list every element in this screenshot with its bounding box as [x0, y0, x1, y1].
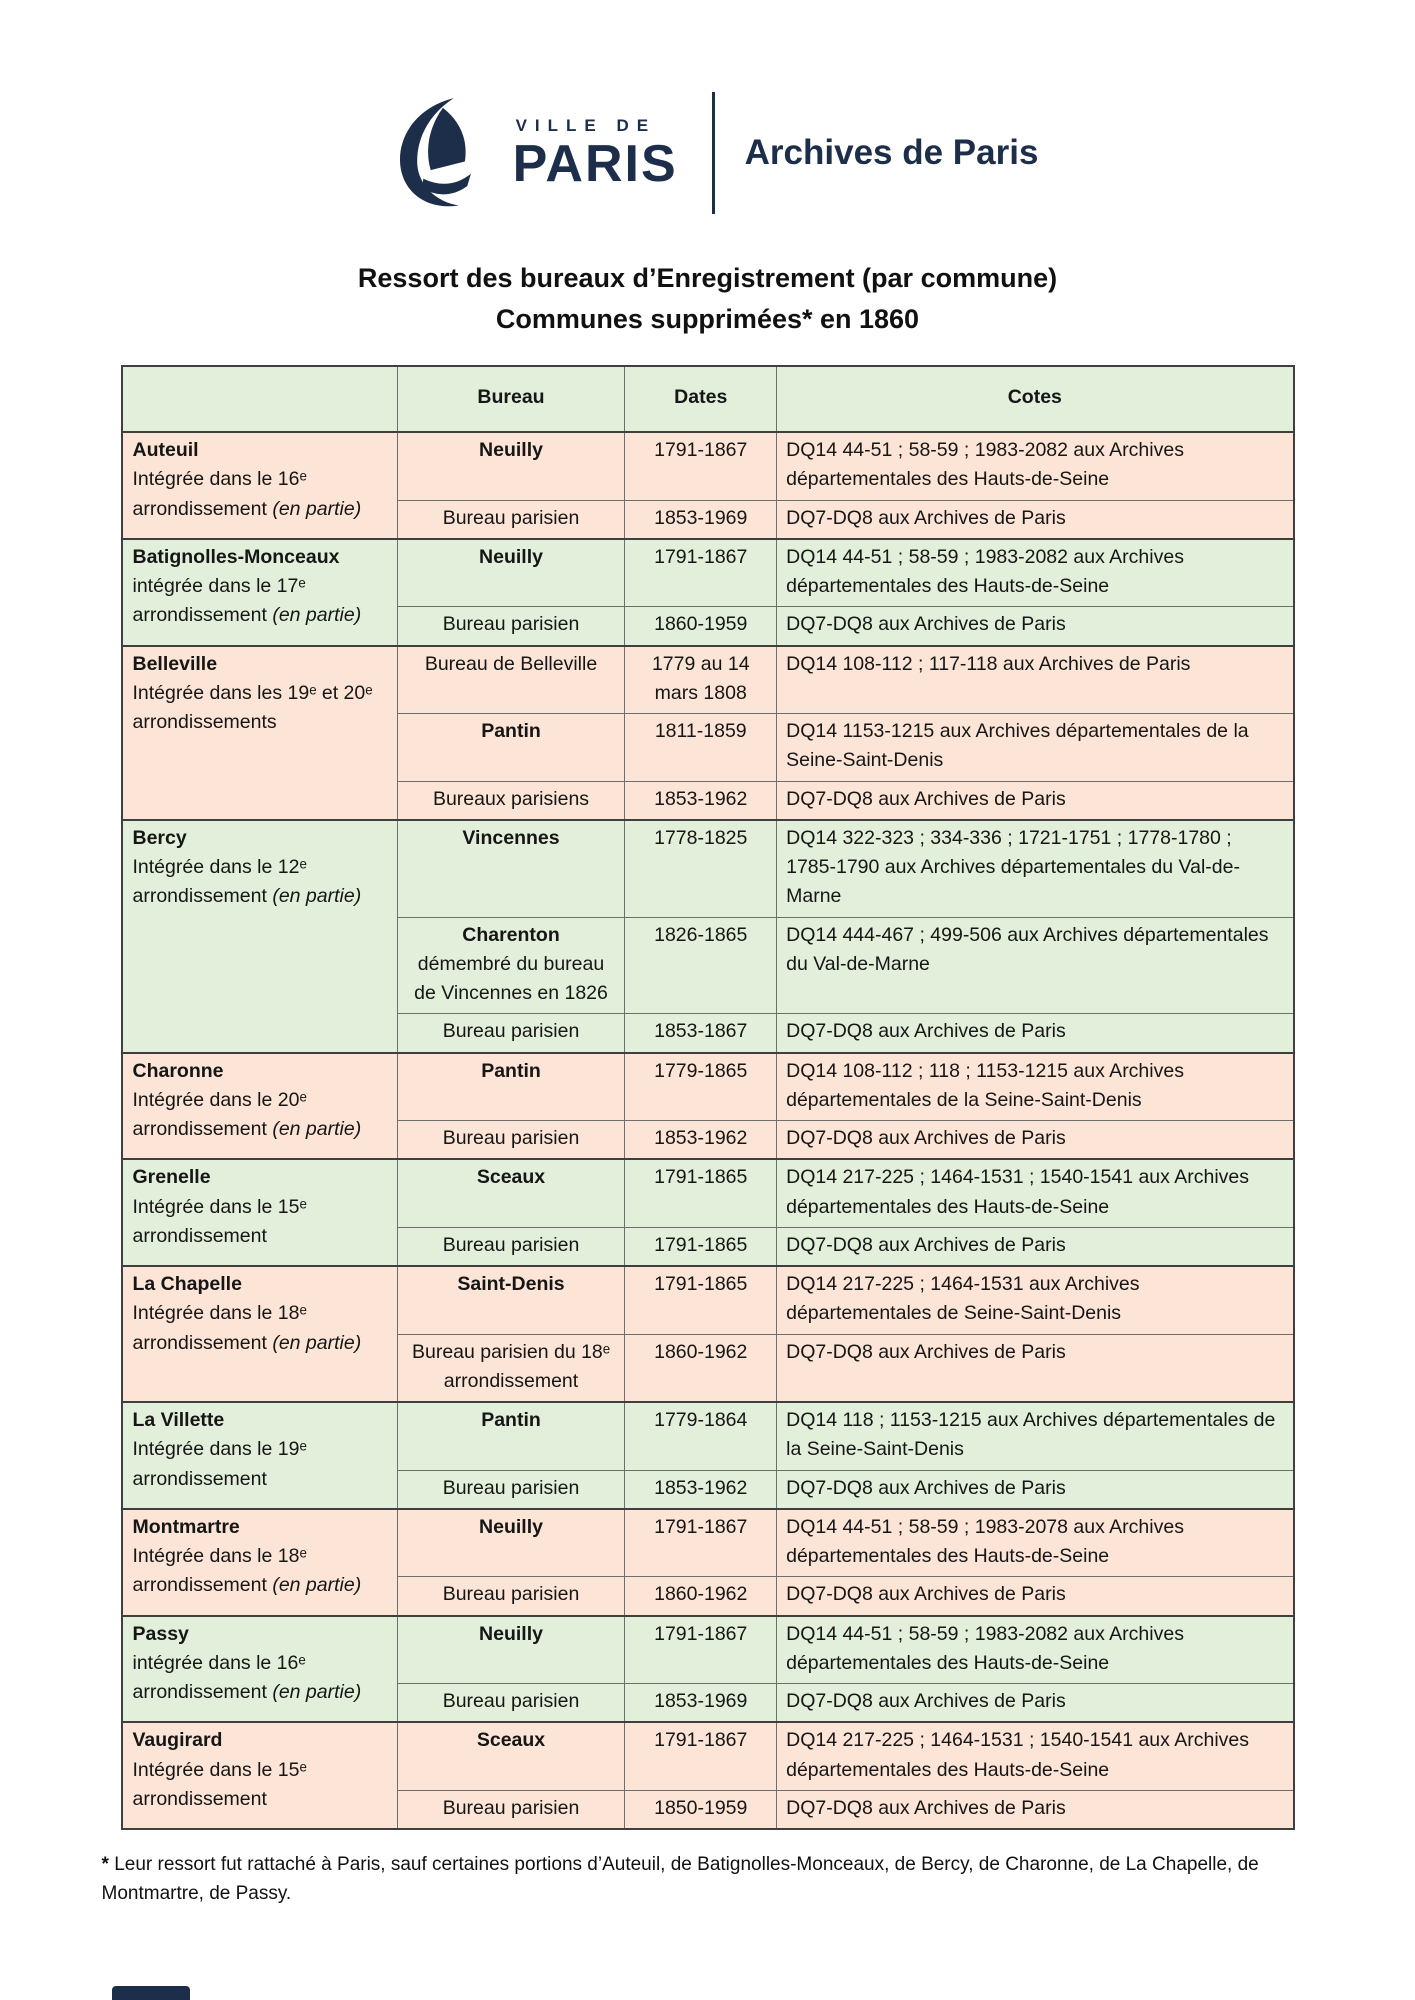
- cotes-cell: DQ14 44-51 ; 58-59 ; 1983-2082 aux Archives départementales des Hauts-de-Seine: [777, 1616, 1294, 1684]
- column-header-commune-empty: [122, 366, 398, 432]
- dates-cell: 1811-1859: [625, 714, 777, 782]
- footnote-text: Leur ressort fut rattaché à Paris, sauf certaines portions d’Auteuil, de Batignolles-Monceaux, de Bercy, de Charonne, de La Chapelle, de Montmartre, de Passy.: [101, 1854, 1259, 1905]
- commune-cell: [122, 1402, 398, 1509]
- ville-de-paris-logo: [377, 92, 678, 214]
- bureau-cell: [397, 500, 625, 539]
- cotes-cell: DQ14 217-225 ; 1464-1531 ; 1540-1541 aux Archives départementales des Hauts-de-Seine: [777, 1722, 1294, 1790]
- bureau-label: Bureau parisien: [442, 1583, 580, 1606]
- commune-name: La Villette: [132, 1409, 225, 1431]
- bureau-label: Bureau parisien: [442, 613, 580, 636]
- bureau-cell: [397, 1121, 625, 1160]
- commune-cell: [122, 539, 398, 646]
- cotes-cell: DQ14 44-51 ; 58-59 ; 1983-2082 aux Archives départementales des Hauts-de-Seine: [777, 539, 1294, 607]
- dates-cell: 1826-1865: [625, 917, 777, 1014]
- cotes-cell: DQ7-DQ8 aux Archives de Paris: [777, 607, 1294, 646]
- bureau-label: Bureau parisien du 18ᵉ arrondissement: [411, 1340, 611, 1392]
- commune-cell: [122, 646, 398, 820]
- bureau-cell: [397, 1470, 625, 1509]
- commune-name: Bercy: [132, 826, 187, 849]
- cotes-cell: DQ7-DQ8 aux Archives de Paris: [777, 1790, 1294, 1829]
- table-row: [122, 820, 1294, 917]
- commune-cell: [122, 820, 398, 1053]
- footnote-marker: *: [101, 1854, 109, 1875]
- commune-description-italic: (en partie): [272, 1331, 362, 1354]
- page-title: [0, 258, 1415, 339]
- dates-cell: 1791-1867: [625, 1509, 777, 1577]
- commune-description-italic: (en partie): [272, 885, 362, 908]
- logo-ville-de-text: VILLE DE: [515, 116, 657, 135]
- archives-de-paris-wordmark: Archives de Paris: [744, 133, 1039, 172]
- column-header-bureau: Bureau: [397, 366, 625, 432]
- bureau-label: Bureau de Belleville: [424, 652, 598, 675]
- bureau-cell: [397, 646, 625, 714]
- logo-wordmark: [512, 116, 678, 193]
- commune-description: Intégrée dans les 19ᵉ et 20ᵉ arrondissements: [132, 681, 373, 733]
- bureau-label: Neuilly: [479, 439, 543, 461]
- cotes-cell: DQ14 1153-1215 aux Archives départementales de la Seine-Saint-Denis: [777, 714, 1294, 782]
- dates-cell: 1850-1959: [625, 1790, 777, 1829]
- table-row: [122, 1509, 1294, 1577]
- bureau-cell: [397, 1334, 625, 1402]
- dates-cell: 1860-1962: [625, 1577, 777, 1616]
- bureau-cell: [397, 1159, 625, 1227]
- commune-cell: [122, 1159, 398, 1266]
- commune-cell: [122, 1722, 398, 1829]
- dates-cell: 1791-1867: [625, 432, 777, 500]
- table-row: [122, 1266, 1294, 1334]
- cotes-cell: DQ7-DQ8 aux Archives de Paris: [777, 1227, 1294, 1266]
- dates-cell: 1853-1962: [625, 1121, 777, 1160]
- bureau-label: Vincennes: [462, 826, 560, 849]
- cotes-cell: DQ7-DQ8 aux Archives de Paris: [777, 1470, 1294, 1509]
- commune-description-italic: (en partie): [272, 1574, 362, 1597]
- cotes-cell: DQ7-DQ8 aux Archives de Paris: [777, 781, 1294, 820]
- ship-logo-icon: [377, 92, 499, 214]
- bureau-note: démembré du bureau de Vincennes en 1826: [414, 952, 608, 1004]
- table-header-row: [122, 366, 1294, 432]
- dates-cell: 1853-1867: [625, 1014, 777, 1053]
- bureau-cell: [397, 1266, 625, 1334]
- logo-divider: [712, 92, 715, 214]
- cotes-cell: DQ14 44-51 ; 58-59 ; 1983-2082 aux Archives départementales des Hauts-de-Seine: [777, 432, 1294, 500]
- bureau-cell: [397, 1577, 625, 1616]
- column-header-cotes: Cotes: [777, 366, 1294, 432]
- commune-cell: [122, 432, 398, 539]
- cotes-cell: DQ14 108-112 ; 118 ; 1153-1215 aux Archives départementales de la Seine-Saint-Denis: [777, 1053, 1294, 1121]
- dates-cell: 1779-1865: [625, 1053, 777, 1121]
- commune-description: Intégrée dans le 20ᵉ arrondissement (en partie): [132, 1088, 362, 1140]
- commune-name: Batignolles-Monceaux: [132, 545, 340, 568]
- commune-description: intégrée dans le 16ᵉ arrondissement (en partie): [132, 1651, 362, 1703]
- bureau-label: Bureau parisien: [442, 1233, 580, 1256]
- commune-name: Vaugirard: [132, 1729, 223, 1752]
- bottom-page-edge-artifact: [112, 1986, 190, 2000]
- table-row: [122, 1722, 1294, 1790]
- table-row: [122, 646, 1294, 714]
- table-row: [122, 1053, 1294, 1121]
- commune-name: Grenelle: [132, 1166, 211, 1189]
- commune-description-italic: (en partie): [272, 604, 362, 627]
- table-row: [122, 432, 1294, 500]
- dates-cell: 1791-1865: [625, 1159, 777, 1227]
- dates-cell: 1853-1969: [625, 1684, 777, 1723]
- bureau-label: Bureau parisien: [442, 1476, 580, 1499]
- commune-cell: [122, 1616, 398, 1723]
- registry-table-wrapper: [121, 365, 1295, 1830]
- bureau-cell: [397, 1053, 625, 1121]
- bureau-label: Bureau parisien: [442, 506, 580, 529]
- dates-cell: 1853-1962: [625, 1470, 777, 1509]
- bureau-label: Bureau parisien: [442, 1020, 580, 1043]
- commune-cell: [122, 1266, 398, 1402]
- bureau-cell: [397, 714, 625, 782]
- dates-cell: 1791-1865: [625, 1266, 777, 1334]
- bureau-cell: [397, 1722, 625, 1790]
- commune-name: La Chapelle: [132, 1273, 242, 1295]
- cotes-cell: DQ14 108-112 ; 117-118 aux Archives de Paris: [777, 646, 1294, 714]
- registry-table-body: [122, 432, 1294, 1829]
- bureau-label: Charenton: [462, 923, 560, 946]
- commune-name: Montmartre: [132, 1515, 240, 1538]
- bureau-cell: [397, 1684, 625, 1723]
- dates-cell: 1779-1864: [625, 1402, 777, 1470]
- page-title-line1: Ressort des bureaux d’Enregistrement (par commune): [357, 263, 1058, 293]
- cotes-cell: DQ14 217-225 ; 1464-1531 ; 1540-1541 aux Archives départementales des Hauts-de-Seine: [777, 1159, 1294, 1227]
- bureau-cell: [397, 1402, 625, 1470]
- commune-description: Intégrée dans le 19ᵉ arrondissement: [132, 1438, 307, 1490]
- bureau-cell: [397, 1227, 625, 1266]
- registry-table: [121, 365, 1295, 1830]
- footnote: [102, 1850, 1314, 1909]
- bureau-cell: [397, 1790, 625, 1829]
- dates-cell: 1791-1865: [625, 1227, 777, 1266]
- cotes-cell: DQ14 44-51 ; 58-59 ; 1983-2078 aux Archives départementales des Hauts-de-Seine: [777, 1509, 1294, 1577]
- commune-description: Intégrée dans le 18ᵉ arrondissement (en partie): [132, 1302, 362, 1354]
- commune-description-italic: (en partie): [272, 1118, 362, 1140]
- commune-name: Passy: [132, 1622, 189, 1645]
- commune-description: Intégrée dans le 15ᵉ arrondissement: [132, 1758, 307, 1810]
- commune-description: intégrée dans le 17ᵉ arrondissement (en partie): [132, 575, 362, 627]
- commune-description: Intégrée dans le 18ᵉ arrondissement (en partie): [132, 1545, 362, 1597]
- logo-paris-text: PARIS: [512, 135, 678, 193]
- commune-description-italic: (en partie): [272, 1681, 362, 1703]
- dates-cell: 1860-1959: [625, 607, 777, 646]
- commune-cell: [122, 1509, 398, 1616]
- bureau-label: Neuilly: [479, 1515, 543, 1538]
- commune-name: Charonne: [132, 1059, 224, 1082]
- table-row: [122, 1616, 1294, 1684]
- commune-description: Intégrée dans le 16ᵉ arrondissement (en partie): [132, 468, 362, 520]
- bureau-label: Pantin: [481, 1059, 541, 1082]
- header-logo-row: [0, 92, 1415, 214]
- dates-cell: 1853-1962: [625, 781, 777, 820]
- table-row: [122, 1402, 1294, 1470]
- column-header-dates: Dates: [625, 366, 777, 432]
- commune-cell: [122, 1053, 398, 1160]
- dates-cell: 1791-1867: [625, 1616, 777, 1684]
- bureau-label: Pantin: [481, 1409, 541, 1431]
- bureau-cell: [397, 1616, 625, 1684]
- cotes-cell: DQ7-DQ8 aux Archives de Paris: [777, 1014, 1294, 1053]
- page-title-line2: Communes supprimées* en 1860: [495, 303, 920, 334]
- cotes-cell: DQ7-DQ8 aux Archives de Paris: [777, 1121, 1294, 1160]
- table-row: [122, 1159, 1294, 1227]
- cotes-cell: DQ14 322-323 ; 334-336 ; 1721-1751 ; 1778-1780 ; 1785-1790 aux Archives départementales du Val-de-Marne: [777, 820, 1294, 917]
- bureau-cell: [397, 917, 625, 1014]
- bureau-cell: [397, 607, 625, 646]
- commune-description: Intégrée dans le 15ᵉ arrondissement: [132, 1195, 307, 1247]
- dates-cell: 1791-1867: [625, 539, 777, 607]
- cotes-cell: DQ7-DQ8 aux Archives de Paris: [777, 1684, 1294, 1723]
- bureau-label: Bureau parisien: [442, 1690, 580, 1712]
- cotes-cell: DQ7-DQ8 aux Archives de Paris: [777, 500, 1294, 539]
- dates-cell: 1853-1969: [625, 500, 777, 539]
- dates-cell: 1779 au 14 mars 1808: [625, 646, 777, 714]
- commune-name: Belleville: [132, 652, 218, 675]
- commune-description-italic: (en partie): [272, 497, 362, 520]
- bureau-cell: [397, 432, 625, 500]
- bureau-label: Pantin: [481, 720, 541, 742]
- cotes-cell: DQ14 217-225 ; 1464-1531 aux Archives départementales de Seine-Saint-Denis: [777, 1266, 1294, 1334]
- cotes-cell: DQ7-DQ8 aux Archives de Paris: [777, 1577, 1294, 1616]
- bureau-label: Sceaux: [476, 1729, 546, 1752]
- bureau-label: Saint-Denis: [457, 1273, 565, 1295]
- bureau-label: Bureau parisien: [442, 1127, 580, 1149]
- bureau-cell: [397, 539, 625, 607]
- cotes-cell: DQ14 444-467 ; 499-506 aux Archives départementales du Val-de-Marne: [777, 917, 1294, 1014]
- bureau-label: Neuilly: [479, 545, 543, 568]
- dates-cell: 1860-1962: [625, 1334, 777, 1402]
- bureau-label: Neuilly: [479, 1622, 543, 1645]
- dates-cell: 1791-1867: [625, 1722, 777, 1790]
- cotes-cell: DQ7-DQ8 aux Archives de Paris: [777, 1334, 1294, 1402]
- bureau-cell: [397, 1509, 625, 1577]
- bureau-label: Bureau parisien: [442, 1796, 580, 1819]
- bureau-cell: [397, 820, 625, 917]
- cotes-cell: DQ14 118 ; 1153-1215 aux Archives départementales de la Seine-Saint-Denis: [777, 1402, 1294, 1470]
- commune-description: Intégrée dans le 12ᵉ arrondissement (en partie): [132, 856, 362, 908]
- commune-name: Auteuil: [132, 439, 199, 461]
- bureau-cell: [397, 781, 625, 820]
- bureau-label: Sceaux: [476, 1166, 546, 1189]
- bureau-label: Bureaux parisiens: [432, 787, 590, 810]
- dates-cell: 1778-1825: [625, 820, 777, 917]
- bureau-cell: [397, 1014, 625, 1053]
- table-row: [122, 539, 1294, 607]
